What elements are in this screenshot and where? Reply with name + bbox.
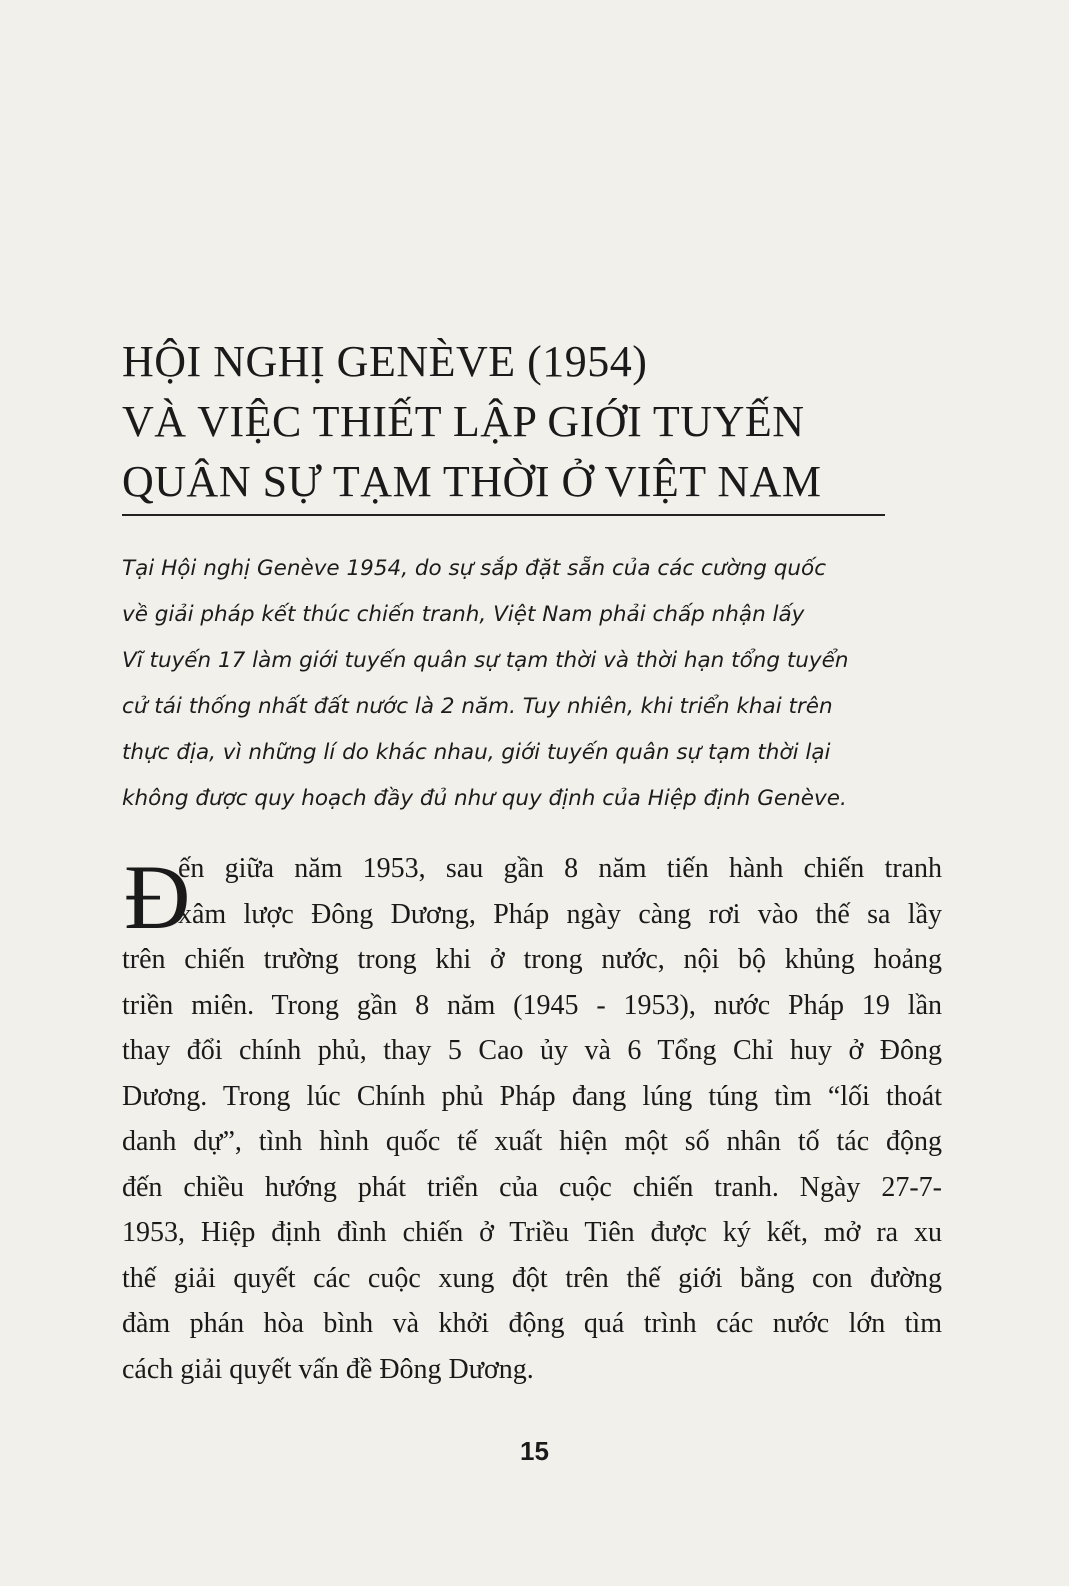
body-line: cách giải quyết vấn đề Đông Dương. xyxy=(122,1353,534,1385)
body-line: trên chiến trường trong khi ở trong nước, nội bộ khủng hoảng xyxy=(122,944,942,975)
summary-line: thực địa, vì những lí do khác nhau, giới tuyến quân sự tạm thời lại xyxy=(122,740,831,765)
chapter-title-line-3: QUÂN SỰ TẠM THỜI Ở VIỆT NAM xyxy=(122,457,822,506)
drop-cap: Đ xyxy=(124,846,191,948)
summary-line: Tại Hội nghị Genève 1954, do sự sắp đặt sẵn của các cường quốc xyxy=(122,556,827,581)
chapter-title xyxy=(122,332,922,512)
chapter-title-line-1: HỘI NGHỊ GENÈVE (1954) xyxy=(122,337,648,386)
body-line: đàm phán hòa bình và khởi động quá trình các nước lớn tìm xyxy=(122,1308,942,1339)
body-line: đến chiều hướng phát triển của cuộc chiến tranh. Ngày 27-7- xyxy=(122,1171,942,1203)
summary-line: về giải pháp kết thúc chiến tranh, Việt Nam phải chấp nhận lấy xyxy=(122,602,805,627)
body-line: Dương. Trong lúc Chính phủ Pháp đang lúng túng tìm “lối thoát xyxy=(122,1080,942,1112)
body-line: thế giải quyết các cuộc xung đột trên thế giới bằng con đường xyxy=(122,1262,942,1294)
summary-line: không được quy hoạch đầy đủ như quy định của Hiệp định Genève. xyxy=(122,786,847,811)
body-line: danh dự”, tình hình quốc tế xuất hiện một số nhân tố tác động xyxy=(122,1126,942,1157)
chapter-title-line-2: VÀ VIỆC THIẾT LẬP GIỚI TUYẾN xyxy=(122,397,805,446)
body-line: xâm lược Đông Dương, Pháp ngày càng rơi vào thế sa lầy xyxy=(178,898,942,930)
body-line: thay đổi chính phủ, thay 5 Cao ủy và 6 Tổng Chỉ huy ở Đông xyxy=(122,1035,942,1066)
body-line: 1953, Hiệp định đình chiến ở Triều Tiên được ký kết, mở ra xu xyxy=(122,1217,942,1248)
body-paragraph xyxy=(122,846,942,1392)
page-number: 15 xyxy=(520,1436,549,1466)
title-divider xyxy=(122,514,885,516)
summary-line: cử tái thống nhất đất nước là 2 năm. Tuy nhiên, khi triển khai trên xyxy=(122,694,833,719)
body-line: ến giữa năm 1953, sau gần 8 năm tiến hành chiến tranh xyxy=(178,853,942,884)
body-line: triền miên. Trong gần 8 năm (1945 - 1953), nước Pháp 19 lần xyxy=(122,989,942,1021)
summary-line: Vĩ tuyến 17 làm giới tuyến quân sự tạm thời và thời hạn tổng tuyển xyxy=(122,648,849,673)
chapter-summary xyxy=(122,546,892,822)
